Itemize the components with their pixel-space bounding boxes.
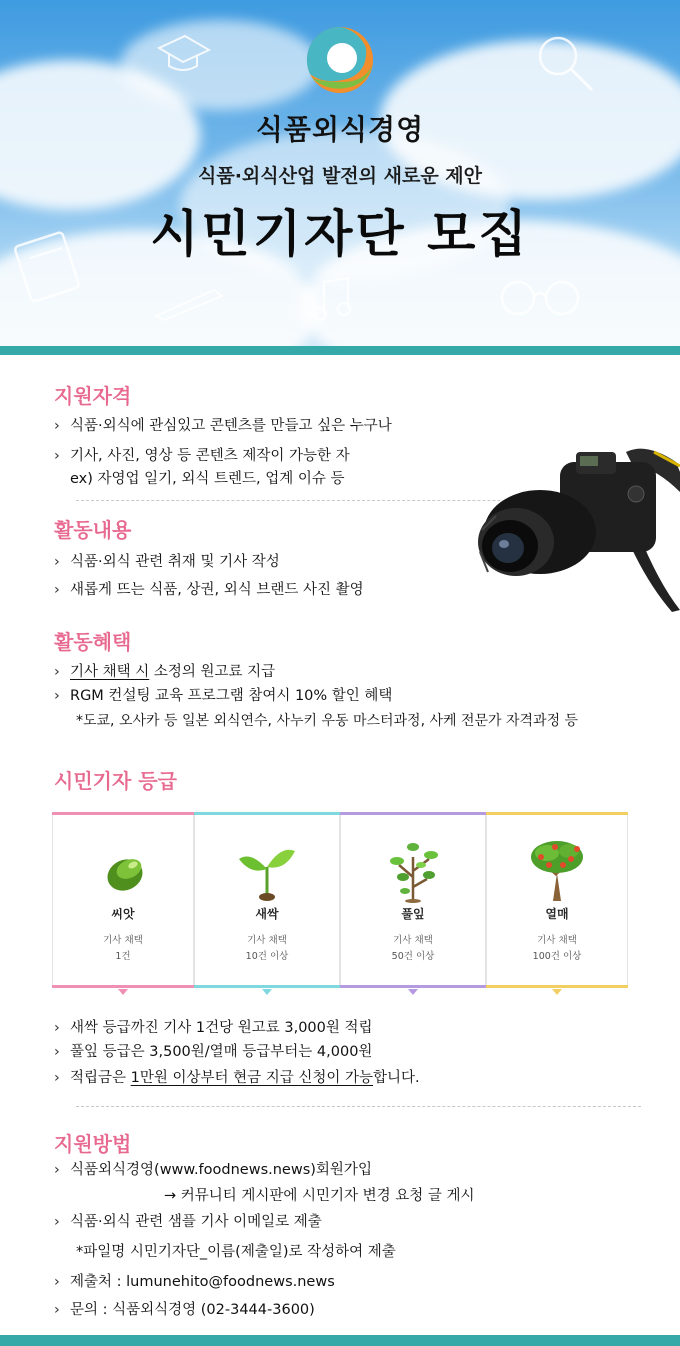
section-title-grades: 시민기자 등급 — [54, 769, 177, 793]
grade-name: 풀잎 — [401, 907, 425, 921]
chevron-right-icon: › — [54, 1274, 60, 1290]
grade-card-seed — [52, 812, 194, 988]
header-divider-band — [0, 346, 680, 355]
grade-criteria: 기사 채택 1건 — [103, 935, 143, 962]
chevron-right-icon: › — [54, 1044, 60, 1060]
list-item: › RGM 컨설팅 교육 프로그램 참여시 10% 할인 혜택 — [54, 688, 393, 704]
leafy-tree-icon — [383, 837, 443, 903]
graduation-cap-icon — [155, 30, 211, 80]
sprout-icon — [237, 837, 297, 903]
list-item: › 식품·외식에 관심있고 콘텐츠를 만들고 싶은 누구나 — [54, 418, 392, 434]
header-banner — [0, 0, 680, 346]
list-item: › 풀잎 등급은 3,500원/열매 등급부터는 4,000원 — [54, 1044, 373, 1060]
step-sub-text: → 커뮤니티 게시판에 시민기자 변경 요청 글 게시 — [164, 1188, 475, 1204]
chevron-right-icon: › — [54, 1020, 60, 1036]
grade-name: 열매 — [545, 907, 569, 921]
footer-band — [0, 1335, 680, 1346]
list-item: › 식품외식경영(www.foodnews.news)회원가입 — [54, 1162, 372, 1178]
page-title: 시민기자단 모집 — [150, 205, 530, 263]
chevron-right-icon: › — [54, 448, 60, 464]
section-title-apply: 지원방법 — [54, 1132, 132, 1156]
chevron-right-icon: › — [54, 554, 60, 570]
cloud — [120, 20, 320, 110]
chevron-right-icon: › — [54, 1162, 60, 1178]
section-title-benefits: 활동혜택 — [54, 630, 132, 654]
grade-criteria: 기사 채택 50건 이상 — [391, 935, 435, 962]
list-item: › 기사, 사진, 영상 등 콘텐츠 제작이 가능한 자 — [54, 448, 350, 464]
seed-icon — [93, 837, 153, 903]
grade-name: 새싹 — [255, 907, 279, 921]
list-item — [54, 1270, 335, 1291]
section-title-qualification: 지원자격 — [54, 384, 132, 408]
divider — [76, 1106, 641, 1107]
benefit-note: *도쿄, 오사카 등 일본 외식연수, 사누키 우동 마스터과정, 사케 전문가 자격과정 등 — [76, 713, 579, 729]
submission-email: 제출처 : lumunehito@foodnews.news — [70, 1274, 335, 1290]
tagline: 식품·외식산업 발전의 새로운 제안 — [197, 165, 483, 187]
chevron-right-icon: › — [54, 418, 60, 434]
section-title-activities: 활동내용 — [54, 518, 132, 542]
grade-card-sprout — [194, 812, 340, 988]
grade-criteria: 기사 채택 100건 이상 — [532, 935, 582, 962]
chevron-right-icon: › — [54, 1302, 60, 1318]
grade-criteria: 기사 채택 10건 이상 — [245, 935, 289, 962]
fruit-tree-icon — [527, 837, 587, 903]
chevron-right-icon: › — [54, 688, 60, 704]
list-item: › 식품·외식 관련 취재 및 기사 작성 — [54, 554, 280, 570]
list-item: › 새싹 등급까진 기사 1건당 원고료 3,000원 적립 — [54, 1020, 373, 1036]
chevron-right-icon: › — [54, 582, 60, 598]
example-text: ex) 자영업 일기, 외식 트렌드, 업계 이슈 등 — [70, 471, 345, 487]
magnifier-icon — [530, 30, 600, 100]
chevron-right-icon: › — [54, 1070, 60, 1086]
grade-card-leaf — [340, 812, 486, 988]
contact-info: 문의 : 식품외식경영 (02-3444-3600) — [70, 1302, 315, 1318]
step-sub-text: *파일명 시민기자단_이름(제출일)로 작성하여 제출 — [76, 1244, 396, 1260]
grade-name: 씨앗 — [111, 907, 135, 921]
camera-icon — [476, 432, 680, 622]
list-item: › 적립금은 1만원 이상부터 현금 지급 신청이 가능합니다. — [54, 1070, 420, 1086]
glasses-icon — [490, 268, 590, 324]
brand-name: 식품외식경영 — [255, 113, 425, 146]
pencil-icon — [150, 282, 230, 322]
music-note-icon — [310, 274, 356, 324]
chevron-right-icon: › — [54, 664, 60, 680]
chevron-right-icon: › — [54, 1214, 60, 1230]
list-item: › 기사 채택 시 소정의 원고료 지급 — [54, 664, 276, 680]
grade-card-fruit — [486, 812, 628, 988]
list-item — [54, 1298, 315, 1319]
list-item: › 새롭게 뜨는 식품, 상권, 외식 브랜드 사진 촬영 — [54, 582, 364, 598]
brand-logo-icon — [306, 26, 374, 94]
list-item: › 식품·외식 관련 샘플 기사 이메일로 제출 — [54, 1214, 322, 1230]
